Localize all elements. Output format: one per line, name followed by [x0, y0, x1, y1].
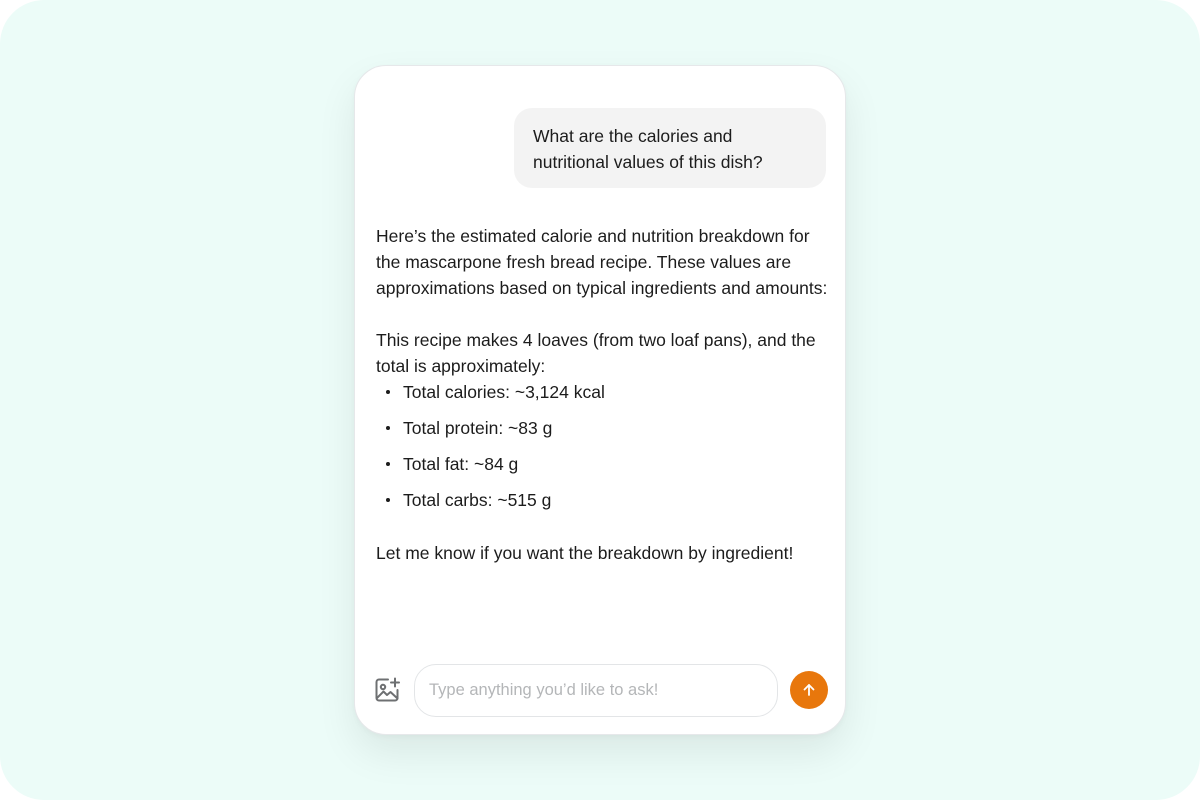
bullet-icon — [386, 462, 390, 466]
list-item — [376, 451, 828, 477]
nutrition-totals-list — [376, 379, 828, 513]
chat-window — [354, 65, 846, 735]
message-composer — [355, 664, 845, 720]
paragraph-spacer — [376, 513, 828, 540]
assistant-summary-text: This recipe makes 4 loaves (from two loaf pans), and the total is approximately: — [376, 330, 816, 376]
paragraph-spacer — [376, 301, 828, 327]
message-input[interactable] — [429, 665, 759, 716]
bullet-icon — [386, 390, 390, 394]
list-item — [376, 415, 828, 441]
image-add-icon — [373, 676, 401, 704]
user-message-bubble — [514, 108, 826, 188]
bullet-icon — [386, 426, 390, 430]
assistant-closing-text: Let me know if you want the breakdown by ingredient! — [376, 543, 794, 563]
total-fat-text: Total fat: ~84 g — [403, 454, 519, 474]
attach-image-button[interactable] — [373, 676, 401, 704]
total-calories-text: Total calories: ~3,124 kcal — [403, 382, 605, 402]
arrow-up-icon — [801, 682, 817, 698]
list-item — [376, 487, 828, 513]
bullet-icon — [386, 498, 390, 502]
list-item — [376, 379, 828, 405]
assistant-message — [376, 223, 828, 566]
message-input-container[interactable] — [414, 664, 778, 717]
user-message-text: What are the calories and nutritional values of this dish? — [533, 126, 763, 172]
assistant-intro-text: Here’s the estimated calorie and nutrition breakdown for the mascarpone fresh bread recipe. These values are approximations based on typical ingredients and amounts: — [376, 226, 828, 298]
total-carbs-text: Total carbs: ~515 g — [403, 490, 552, 510]
send-button[interactable] — [790, 671, 828, 709]
total-protein-text: Total protein: ~83 g — [403, 418, 553, 438]
